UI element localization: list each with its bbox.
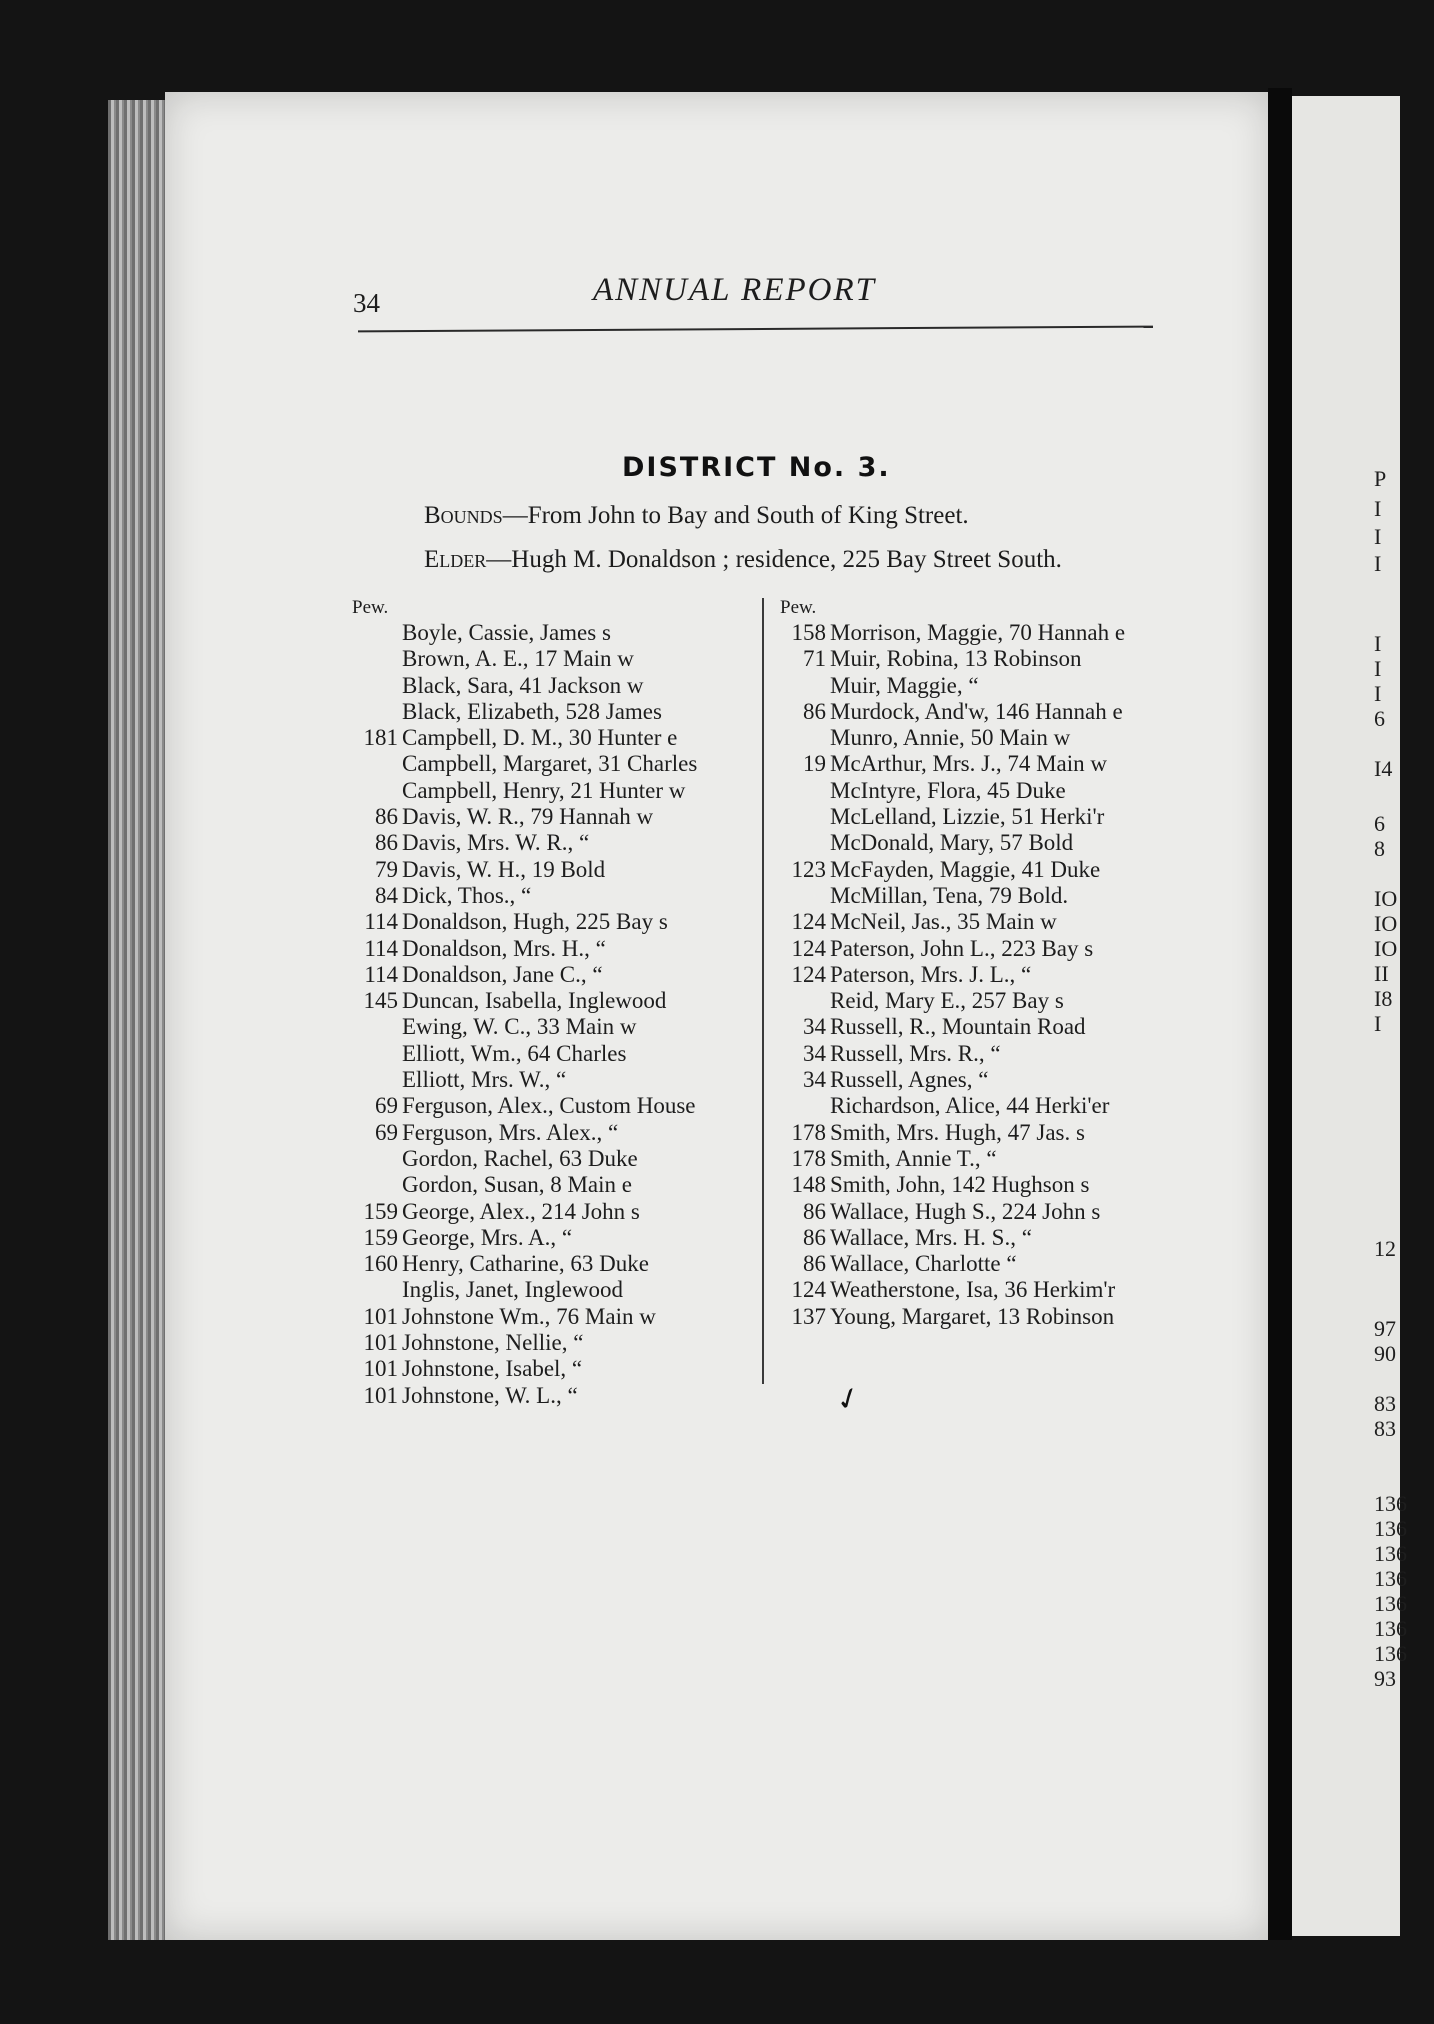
member-entry <box>352 883 752 909</box>
member-entry <box>352 1330 752 1356</box>
member-name-address: Donaldson, Mrs. H., “ <box>402 935 606 961</box>
member-entry <box>780 1304 1180 1330</box>
next-page-text: 136 <box>1374 1516 1407 1541</box>
member-name-address: Campbell, Margaret, 31 Charles <box>402 751 698 777</box>
elder-label: Elder <box>424 546 487 573</box>
pew-number <box>352 620 400 646</box>
member-name-address: Wallace, Charlotte “ <box>830 1251 1017 1277</box>
member-name-address: Paterson, Mrs. J. L., “ <box>830 961 1032 987</box>
pew-number: 101 <box>363 1382 398 1408</box>
next-page-text: II <box>1374 961 1389 986</box>
next-page-text: 136 <box>1374 1491 1407 1516</box>
next-page-text: 90 <box>1374 1341 1396 1366</box>
pew-number: 69 <box>375 1093 398 1119</box>
member-entry <box>780 1067 1180 1093</box>
member-name-address: Ferguson, Alex., Custom House <box>402 1093 696 1119</box>
next-page-text: I <box>1374 681 1382 706</box>
pew-number <box>780 725 828 751</box>
member-entry <box>780 1199 1180 1225</box>
pew-number: 34 <box>803 1067 826 1093</box>
pew-number <box>780 883 828 909</box>
member-name-address: Russell, Agnes, “ <box>830 1067 989 1093</box>
page-number: 34 <box>353 288 380 318</box>
member-entry <box>352 909 752 935</box>
pew-number: 71 <box>803 646 826 672</box>
next-page-text: IO <box>1374 911 1398 936</box>
member-name-address: Smith, John, 142 Hughson s <box>830 1172 1090 1198</box>
right-column <box>780 596 1180 1330</box>
member-entry <box>352 646 752 672</box>
member-entry <box>780 1251 1180 1277</box>
member-entry <box>780 1014 1180 1040</box>
pew-number: 159 <box>363 1224 398 1250</box>
pew-number: 19 <box>803 751 826 777</box>
pew-number: 101 <box>363 1330 398 1356</box>
member-name-address: Brown, A. E., 17 Main w <box>402 646 634 672</box>
member-entry <box>780 725 1180 751</box>
member-entry <box>352 804 752 830</box>
next-page-text: I8 <box>1374 986 1393 1011</box>
member-name-address: Black, Elizabeth, 528 James <box>402 698 662 724</box>
pew-number: 148 <box>791 1172 826 1198</box>
member-entry <box>780 673 1180 699</box>
member-name-address: Inglis, Janet, Inglewood <box>402 1277 624 1303</box>
pew-number: 101 <box>363 1356 398 1382</box>
pew-number: 86 <box>803 1198 826 1224</box>
next-page-text: 136 <box>1374 1591 1407 1616</box>
member-name-address: Russell, Mrs. R., “ <box>830 1040 1001 1066</box>
pew-number: 158 <box>791 620 826 645</box>
member-name-address: Johnstone, W. L., “ <box>402 1382 578 1408</box>
pew-number: 86 <box>375 804 398 830</box>
pew-number <box>352 1067 400 1093</box>
member-entry <box>352 857 752 883</box>
member-entry <box>352 1304 752 1330</box>
member-entry <box>780 1277 1180 1303</box>
member-name-address: Murdock, And'w, 146 Hannah e <box>830 698 1123 724</box>
member-name-address: Johnstone Wm., 76 Main w <box>402 1303 656 1329</box>
member-name-address: Campbell, D. M., 30 Hunter e <box>402 725 678 751</box>
member-name-address: George, Alex., 214 John s <box>402 1198 640 1224</box>
member-entry <box>352 1067 752 1093</box>
member-entry <box>352 988 752 1014</box>
member-name-address: Reid, Mary E., 257 Bay s <box>830 988 1064 1014</box>
member-name-address: Elliott, Wm., 64 Charles <box>402 1040 627 1066</box>
pew-number <box>352 1014 400 1040</box>
next-page-text: 97 <box>1374 1316 1396 1341</box>
next-page-text: I <box>1374 631 1382 656</box>
page-edge <box>108 100 170 1940</box>
pew-number <box>780 830 828 856</box>
pew-number: 114 <box>364 935 398 961</box>
member-name-address: Donaldson, Hugh, 225 Bay s <box>402 909 668 935</box>
member-entry <box>780 1225 1180 1251</box>
book-spine <box>1268 88 1292 1940</box>
next-page-text: 136 <box>1374 1616 1407 1641</box>
member-name-address: Smith, Annie T., “ <box>830 1145 997 1171</box>
member-name-address: Henry, Catharine, 63 Duke <box>402 1251 649 1277</box>
member-name-address: Muir, Maggie, “ <box>830 672 979 698</box>
next-page-text: 8 <box>1374 836 1385 861</box>
member-name-address: Johnstone, Isabel, “ <box>402 1356 583 1382</box>
next-page-text: I <box>1374 1011 1382 1036</box>
member-entry <box>780 778 1180 804</box>
member-name-address: Gordon, Rachel, 63 Duke <box>402 1145 638 1171</box>
member-name-address: Elliott, Mrs. W., “ <box>402 1067 567 1093</box>
member-name-address: McMillan, Tena, 79 Bold. <box>830 882 1069 908</box>
member-entry <box>352 1199 752 1225</box>
member-name-address: McLelland, Lizzie, 51 Herki'r <box>830 804 1105 830</box>
member-entry <box>780 1041 1180 1067</box>
pew-number <box>352 673 400 699</box>
left-column <box>352 596 752 1409</box>
next-page-text: 93 <box>1374 1666 1396 1691</box>
pew-number <box>780 673 828 699</box>
pew-number: 124 <box>791 935 826 961</box>
member-name-address: Young, Margaret, 13 Robinson <box>830 1303 1115 1329</box>
pew-number: 123 <box>791 856 826 882</box>
next-page-text: I4 <box>1374 756 1393 781</box>
member-entry <box>352 751 752 777</box>
member-name-address: Gordon, Susan, 8 Main e <box>402 1172 632 1198</box>
bounds-text: —From John to Bay and South of King Street. <box>502 502 969 529</box>
member-entry <box>352 936 752 962</box>
member-entry <box>780 646 1180 672</box>
next-page-text: I <box>1374 496 1382 521</box>
pew-number <box>352 1041 400 1067</box>
member-entry <box>352 1172 752 1198</box>
pew-number: 159 <box>363 1198 398 1224</box>
member-entry <box>352 620 752 646</box>
next-page-text: I <box>1374 524 1382 549</box>
member-name-address: McArthur, Mrs. J., 74 Main w <box>830 751 1107 777</box>
pew-number <box>352 1172 400 1198</box>
pew-number <box>352 699 400 725</box>
member-name-address: Duncan, Isabella, Inglewood <box>402 988 667 1014</box>
member-name-address: Morrison, Maggie, 70 Hannah e <box>830 620 1126 645</box>
next-page-text: IO <box>1374 886 1398 911</box>
member-name-address: Donaldson, Jane C., “ <box>402 961 603 987</box>
pew-number <box>780 778 828 804</box>
pew-number <box>352 1146 400 1172</box>
member-name-address: McNeil, Jas., 35 Main w <box>830 909 1057 935</box>
pew-number <box>352 751 400 777</box>
next-page-text: 6 <box>1374 811 1385 836</box>
member-entry <box>780 1172 1180 1198</box>
member-entry <box>780 1120 1180 1146</box>
pew-number: 114 <box>364 909 398 935</box>
pew-header-right: Pew. <box>780 597 817 618</box>
pew-number: 86 <box>375 830 398 856</box>
member-entry <box>780 751 1180 777</box>
member-entry <box>780 883 1180 909</box>
member-entry <box>352 1277 752 1303</box>
pew-number <box>352 646 400 672</box>
member-entry <box>352 1041 752 1067</box>
member-name-address: Dick, Thos., “ <box>402 882 532 908</box>
pew-number: 145 <box>363 988 398 1014</box>
running-title: ANNUAL REPORT <box>593 272 876 308</box>
member-name-address: Wallace, Hugh S., 224 John s <box>830 1198 1101 1224</box>
pew-number: 114 <box>364 961 398 987</box>
district-elder <box>424 546 1062 574</box>
pew-number <box>352 778 400 804</box>
next-page-text: 6 <box>1374 706 1385 731</box>
right-entry-list <box>780 620 1180 1330</box>
member-name-address: Weatherstone, Isa, 36 Herkim'r <box>830 1277 1116 1303</box>
pew-number: 34 <box>803 1014 826 1040</box>
member-entry <box>352 1146 752 1172</box>
member-entry <box>352 673 752 699</box>
pew-number <box>780 804 828 830</box>
pew-number: 86 <box>803 1224 826 1250</box>
member-entry <box>352 1251 752 1277</box>
pew-number <box>780 988 828 1014</box>
pew-number: 79 <box>375 856 398 882</box>
next-page-text: 136 <box>1374 1541 1407 1566</box>
member-entry <box>352 1383 752 1409</box>
member-name-address: Russell, R., Mountain Road <box>830 1014 1086 1040</box>
next-page-text: 83 <box>1374 1391 1396 1416</box>
member-entry <box>780 936 1180 962</box>
member-entry <box>352 778 752 804</box>
member-name-address: Davis, Mrs. W. R., “ <box>402 830 590 856</box>
member-entry <box>780 699 1180 725</box>
next-page-fragment <box>1292 96 1407 1936</box>
member-entry <box>780 830 1180 856</box>
member-entry <box>780 988 1180 1014</box>
member-name-address: Campbell, Henry, 21 Hunter w <box>402 777 686 803</box>
bounds-label: Bounds <box>424 502 503 529</box>
member-entry <box>352 1093 752 1119</box>
member-entry <box>780 909 1180 935</box>
pew-number: 124 <box>791 909 826 935</box>
pew-number: 69 <box>375 1119 398 1145</box>
member-entry <box>352 1356 752 1382</box>
member-name-address: Muir, Robina, 13 Robinson <box>830 646 1082 672</box>
member-entry <box>352 1225 752 1251</box>
next-page-text: P <box>1374 466 1387 491</box>
member-entry <box>780 804 1180 830</box>
member-entry <box>352 725 752 751</box>
member-name-address: Wallace, Mrs. H. S., “ <box>830 1224 1032 1250</box>
next-page-text: 83 <box>1374 1416 1396 1441</box>
member-name-address: Black, Sara, 41 Jackson w <box>402 672 644 698</box>
member-entry <box>780 1146 1180 1172</box>
member-name-address: Richardson, Alice, 44 Herki'er <box>830 1093 1110 1119</box>
member-name-address: Boyle, Cassie, James s <box>402 620 611 645</box>
member-name-address: Johnstone, Nellie, “ <box>402 1330 584 1356</box>
member-entry <box>352 1120 752 1146</box>
member-name-address: Munro, Annie, 50 Main w <box>830 725 1071 751</box>
member-entry <box>352 699 752 725</box>
district-title: DISTRICT No. 3. <box>622 452 891 483</box>
member-name-address: Ewing, W. C., 33 Main w <box>402 1014 637 1040</box>
pew-number <box>352 1277 400 1303</box>
member-entry <box>780 857 1180 883</box>
member-entry <box>780 962 1180 988</box>
next-page-text: 136 <box>1374 1566 1407 1591</box>
pew-number: 137 <box>791 1303 826 1329</box>
member-name-address: Smith, Mrs. Hugh, 47 Jas. s <box>830 1119 1085 1145</box>
pew-number: 101 <box>363 1303 398 1329</box>
pew-number: 178 <box>791 1145 826 1171</box>
member-name-address: McIntyre, Flora, 45 Duke <box>830 777 1066 803</box>
pew-number: 124 <box>791 1277 826 1303</box>
pew-number: 178 <box>791 1119 826 1145</box>
member-name-address: George, Mrs. A., “ <box>402 1224 573 1250</box>
next-page-text: IO <box>1374 936 1398 961</box>
member-name-address: McDonald, Mary, 57 Bold <box>830 830 1074 856</box>
page-header <box>353 268 1153 318</box>
member-name-address: Davis, W. R., 79 Hannah w <box>402 804 654 830</box>
pew-number: 34 <box>803 1040 826 1066</box>
pew-number: 84 <box>375 882 398 908</box>
pew-number: 86 <box>803 1251 826 1277</box>
member-entry <box>352 962 752 988</box>
member-name-address: Ferguson, Mrs. Alex., “ <box>402 1119 619 1145</box>
next-page-text: I <box>1374 656 1382 681</box>
next-page-text: 136 <box>1374 1641 1407 1666</box>
pew-header-left: Pew. <box>352 597 389 618</box>
elder-text: —Hugh M. Donaldson ; residence, 225 Bay Street South. <box>486 546 1062 573</box>
pew-number <box>780 1093 828 1119</box>
pew-number: 124 <box>791 961 826 987</box>
district-bounds <box>424 502 969 530</box>
member-entry <box>780 1093 1180 1119</box>
next-page-text: 12 <box>1374 1236 1396 1261</box>
member-name-address: Davis, W. H., 19 Bold <box>402 856 606 882</box>
member-name-address: McFayden, Maggie, 41 Duke <box>830 856 1101 882</box>
left-entry-list <box>352 620 752 1409</box>
pew-number: 86 <box>803 698 826 724</box>
member-entry <box>352 830 752 856</box>
member-name-address: Paterson, John L., 223 Bay s <box>830 935 1094 961</box>
column-divider <box>762 598 764 1384</box>
next-page-text: I <box>1374 551 1382 576</box>
member-entry <box>780 620 1180 646</box>
member-entry <box>352 1014 752 1040</box>
pew-number: 160 <box>363 1251 398 1277</box>
pew-number: 181 <box>363 725 398 751</box>
pen-mark: ✓ <box>831 1379 867 1420</box>
